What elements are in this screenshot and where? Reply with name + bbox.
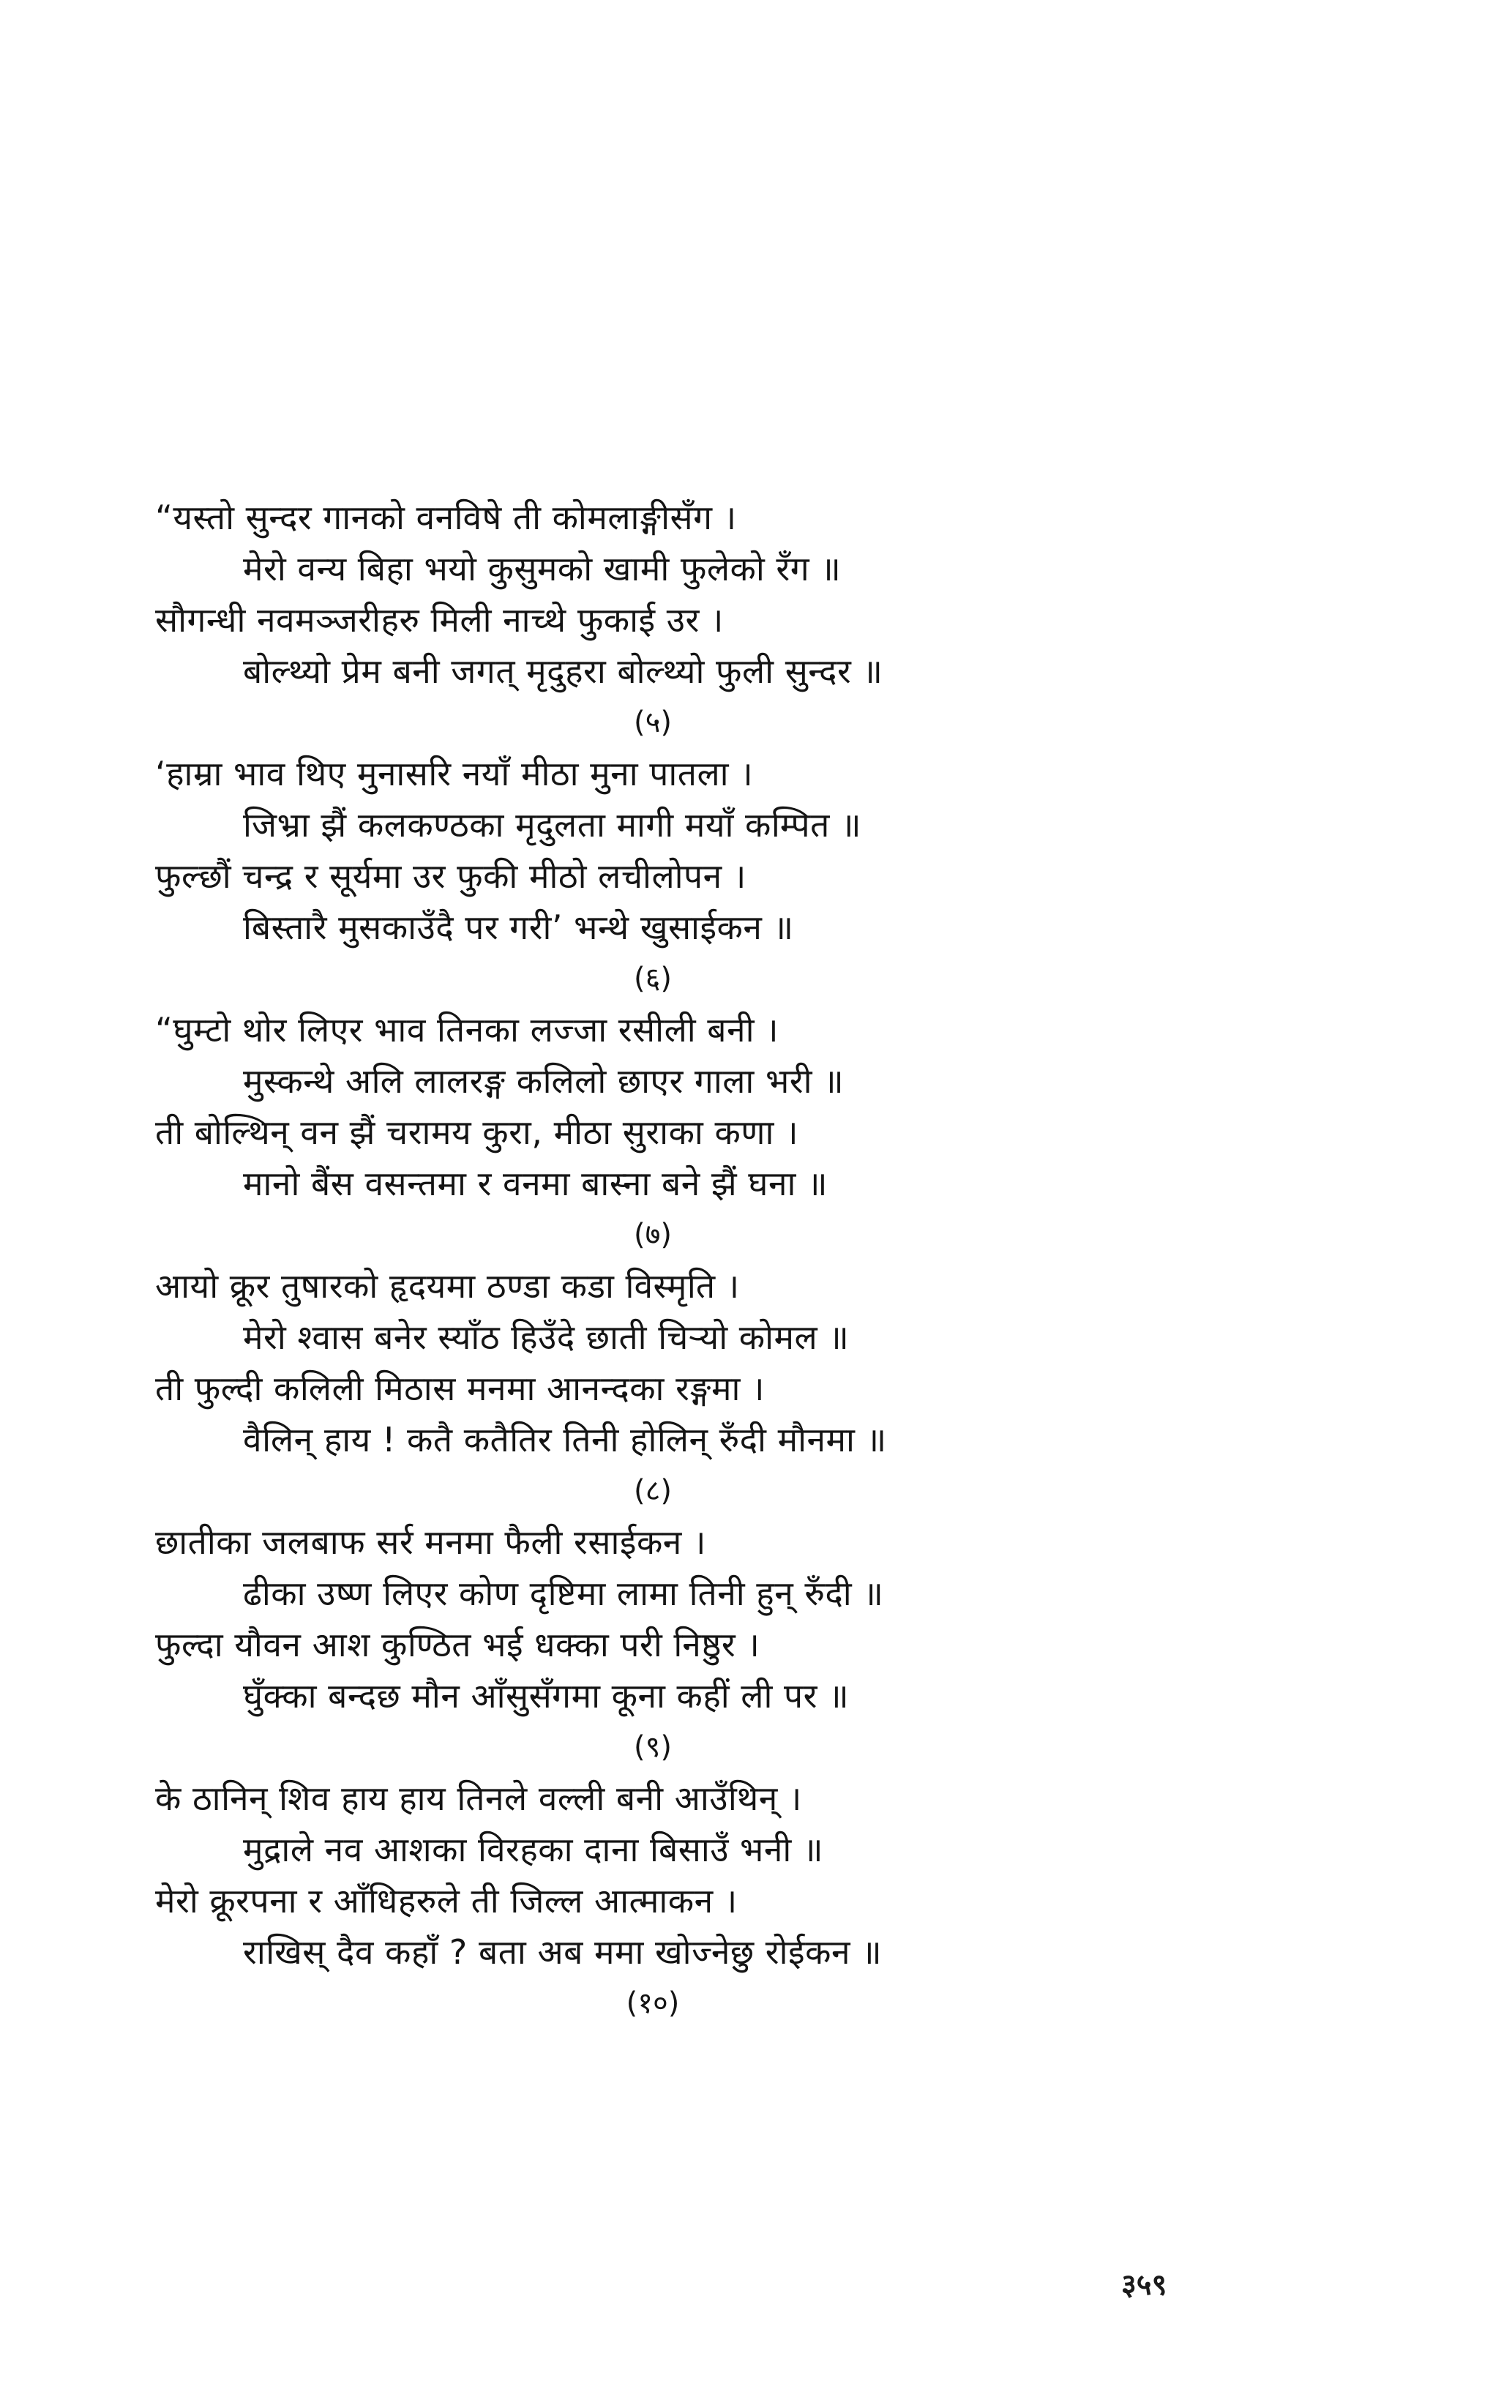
verse-line: मानो बैंस वसन्तमा र वनमा बास्ना बने झैं घना ॥	[243, 1164, 828, 1203]
stanza-10	[155, 1773, 1092, 2029]
stanza-number: (६)	[633, 962, 672, 995]
verse-line: ‘हाम्रा भाव थिए मुनासरि नयाँ मीठा मुना पातला ।	[155, 754, 754, 793]
stanza-number: (१०)	[626, 1986, 680, 2020]
verse-line: छातीका जलबाफ सर्र मनमा फैली रसाईकन ।	[155, 1522, 706, 1562]
stanza-number: (८)	[633, 1474, 672, 1508]
poem-body	[155, 492, 1092, 2029]
stanza-number: (५)	[633, 706, 672, 739]
verse-line: मेरो क्रूरपना र आँधिहरुले ती जिल्ल आत्माकन ।	[155, 1881, 738, 1921]
verse-line: सौगन्धी नवमञ्जरीहरु मिली नाच्थे फुकाई उर ।	[155, 600, 724, 640]
stanza-8	[155, 1260, 1092, 1517]
verse-line: राखिस् दैव कहाँ ? बता अब ममा खोज्नेछु रोईकन ॥	[243, 1932, 883, 1972]
verse-line: आयो क्रूर तुषारको हृदयमा ठण्डा कडा विस्मृति ।	[155, 1266, 740, 1306]
verse-line: फुल्छौं चन्द्र र सूर्यमा उर फुकी मीठो लचीलोपन ।	[155, 856, 746, 896]
stanza-6	[155, 748, 1092, 1004]
verse-line: “यस्तो सुन्दर गानको वनविषे ती कोमलाङ्गीसँग ।	[155, 498, 737, 537]
verse-line: मुस्कन्थे अलि लालरङ्ग कलिलो छाएर गाला भरी ॥	[243, 1061, 845, 1101]
verse-line: घुँक्का बन्दछ मौन आँसुसँगमा कूना कहीं ली पर ॥	[243, 1676, 850, 1716]
stanza-number: (७)	[633, 1218, 672, 1252]
verse-line: के ठानिन् शिव हाय हाय तिनले वल्ली बनी आउँथिन् ।	[155, 1779, 802, 1818]
verse-line: मुद्राले नव आशका विरहका दाना बिसाउँ भनी ॥	[243, 1830, 824, 1869]
stanza-7	[155, 1004, 1092, 1260]
stanza-9	[155, 1517, 1092, 1773]
verse-line: ती फुल्दी कलिली मिठास मनमा आनन्दका रङ्गमा ।	[155, 1369, 765, 1408]
verse-line: फुल्दा यौवन आश कुण्ठित भई धक्का परी निष्ठुर ।	[155, 1625, 760, 1664]
verse-line: “घुम्टो थोर लिएर भाव तिनका लज्जा रसीली बनी ।	[155, 1010, 779, 1050]
verse-line: ढीका उष्ण लिएर कोण दृष्टिमा लामा तिनी हुन् रुँदी ॥	[243, 1574, 884, 1613]
verse-line: मेरो श्वास बनेर स्याँठ हिउँदे छाती चिऱ्यो कोमल ॥	[243, 1317, 850, 1357]
verse-line: बोल्थ्यो प्रेम बनी जगत् मृदुहरा बोल्थ्यो फुली सुन्दर ॥	[243, 651, 883, 691]
verse-line: बिस्तारै मुसकाउँदै पर गरी’ भन्थे खुसाईकन ॥	[243, 908, 794, 947]
stanza-number: (९)	[633, 1730, 672, 1764]
page-number: ३५९	[1121, 2268, 1167, 2302]
verse-line: मेरो वन्य बिहा भयो कुसुमको खामी फुलेको रँग ॥	[243, 549, 842, 588]
verse-line: वैलिन् हाय ! कतै कतैतिर तिनी होलिन् रुँदी मौनमा ॥	[243, 1420, 887, 1459]
verse-line: जिभ्रा झैं कलकण्ठका मृदुलता मागी मयाँ कम्पित ॥	[243, 805, 861, 845]
verse-line: ती बोल्थिन् वन झैं चरामय कुरा, मीठा सुराका कणा ।	[155, 1113, 798, 1152]
stanza-5	[155, 492, 1092, 748]
